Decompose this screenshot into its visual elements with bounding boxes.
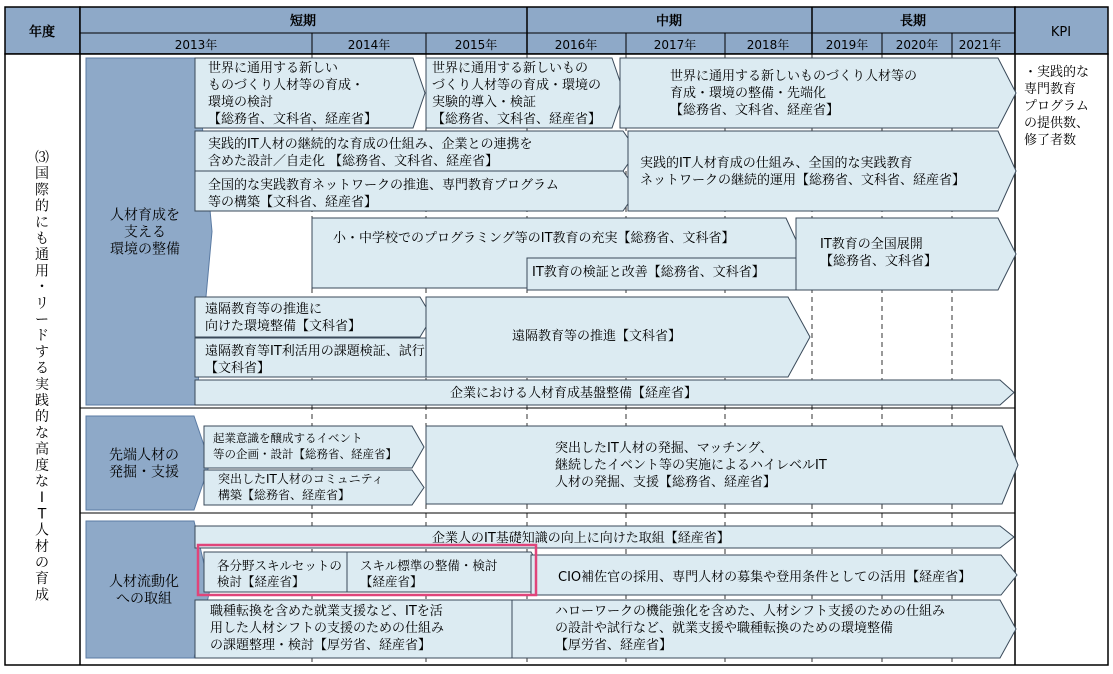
task-arrow-label: 遠隔教育等の推進に — [205, 302, 323, 317]
task-arrow-label: 世界に通用する新しい — [208, 61, 339, 76]
year-label: 2018年 — [746, 38, 790, 52]
row-title-char: も — [35, 231, 49, 247]
kpi-text: 専門教育 — [1024, 82, 1077, 97]
row-title-char: ⑶ — [35, 150, 49, 166]
row-title-char: な — [35, 425, 49, 442]
row-title-char: 成 — [35, 587, 49, 604]
row-title-char: る — [35, 360, 49, 377]
task-arrow-label: 突出したIT人材の発掘、マッチング、 — [555, 441, 773, 456]
row-title-char: リ — [35, 295, 49, 312]
task-arrow-label: CIO補佐官の採用、専門人材の募集や登用条件としての活用【経産省】 — [558, 570, 972, 585]
year-header: 年度 — [28, 25, 56, 40]
kpi-text: プログラム — [1024, 99, 1089, 114]
task-arrow-label: 実験的導入・検証 — [432, 95, 537, 110]
row-title-char: ド — [35, 328, 49, 345]
row-title-char: な — [35, 474, 49, 490]
task-arrow-label: 【総務省、文科省、経産省】 — [670, 103, 840, 118]
task-arrow-label: 企業人のIT基礎知識の向上に向けた取組【経産省】 — [432, 531, 730, 546]
task-arrow-label: 用した人材シフトの支援のための仕組み — [210, 621, 445, 636]
row-title-char: 際 — [35, 182, 49, 199]
task-arrow-label: 継続したイベント等の実施によるハイレベルIT — [555, 458, 827, 473]
period-label: 短期 — [289, 14, 317, 29]
task-arrow-label: 全国的な実践教育ネットワークの推進、専門教育プログラム — [208, 178, 559, 193]
task-arrow-label: 世界に通用する新しいものづくり人材等の — [670, 69, 918, 84]
task-arrow-label: 【経産省】 — [360, 574, 423, 589]
row-title-char: の — [35, 555, 49, 571]
task-arrow-label: 職種転換を含めた就業支援など、ITを活 — [210, 604, 443, 619]
category-label: 支える — [124, 224, 166, 241]
row-title-char: 育 — [35, 571, 49, 588]
category-label: への取組 — [116, 591, 172, 607]
task-arrow-label: スキル標準の整備・検討 — [360, 558, 498, 573]
task-arrow-label: 小・中学校でのプログラミング等のIT教育の充実【総務省、文科省】 — [333, 231, 735, 246]
task-arrow-label: 実践的IT人材の継続的な育成の仕組み、企業との連携を — [208, 137, 533, 152]
row-title-char: す — [35, 344, 49, 361]
task-arrow-label: づくり人材等の育成・環境の — [432, 78, 602, 93]
task-arrow-label: 各分野スキルセットの — [217, 558, 342, 573]
row-title-char: 材 — [35, 538, 49, 555]
task-arrow-label: 構築【総務省、経産省】 — [218, 488, 351, 502]
year-label: 2016年 — [554, 38, 598, 52]
category-label: 発掘・支援 — [109, 464, 179, 481]
kpi-text: の提供数、 — [1024, 116, 1090, 131]
row-title-char: ー — [35, 312, 49, 328]
task-arrow-label: 実践的IT人材育成の仕組み、全国的な実践教育 — [640, 156, 913, 171]
task-arrow-label: 含めた設計／自走化 【総務省、文科省、経産省】 — [208, 154, 499, 169]
task-arrow-label: の課題整理・検討【厚労省、経産省】 — [210, 638, 432, 653]
task-arrow-label: 等の構築【文科省、経産省】 — [208, 195, 378, 210]
task-arrow-label: ハローワークの機能強化を含めた、人材シフト支援のための仕組み — [555, 604, 946, 619]
task-arrow-label: 人材の発掘、支援【総務省、経産省】 — [555, 475, 777, 490]
task-arrow-label: 【総務省、文科省、経産省】 — [432, 112, 602, 127]
row-title-char: 高 — [35, 441, 49, 458]
task-arrow-label: 【文科省】 — [205, 361, 271, 376]
task-arrow-label: 【総務省、文科省】 — [820, 254, 938, 269]
category-label: 人材流動化 — [109, 574, 179, 590]
task-arrow-label: 環境の検討 — [208, 95, 274, 110]
task-arrow-label: 企業における人材育成基盤整備【経産省】 — [450, 386, 698, 401]
kpi-text: 修了者数 — [1024, 133, 1077, 148]
task-arrow-label: 向けた環境整備【文科省】 — [205, 319, 362, 334]
task-arrow-label: 起業意識を醸成するイベント — [213, 431, 363, 445]
year-label: 2021年 — [958, 38, 1002, 52]
task-arrow-label: 突出したIT人材のコミュニティ — [218, 472, 384, 486]
task-arrow-label: 【総務省、文科省、経産省】 — [208, 112, 378, 127]
row-title-char: 用 — [35, 263, 49, 280]
row-title-char: 的 — [35, 409, 49, 426]
row-title-char: 通 — [35, 247, 49, 264]
row-title-char: ・ — [35, 279, 49, 296]
category-label: 環境の整備 — [110, 241, 180, 258]
row-title-char: 践 — [35, 393, 49, 409]
row-title-char: 人 — [35, 522, 49, 539]
task-arrow-label: 遠隔教育等IT利活用の課題検証、試行 — [205, 344, 425, 359]
task-arrow-label: IT教育の全国展開 — [820, 237, 923, 252]
category-label: 先端人材の — [109, 447, 179, 464]
year-label: 2014年 — [347, 38, 391, 52]
year-label: 2019年 — [825, 38, 869, 52]
task-arrow-label: ネットワークの継続的運用【総務省、文科省、経産省】 — [640, 173, 966, 188]
row-title-char: に — [35, 214, 49, 231]
task-arrow-label: の設計や試行など、就業支援や職種転換のための環境整備 — [555, 621, 894, 636]
period-label: 長期 — [899, 14, 927, 29]
year-label: 2020年 — [895, 38, 939, 52]
task-arrow-label: 等の企画・設計【総務省、経産省】 — [213, 447, 397, 461]
task-arrow-label: 【厚労省、経産省】 — [555, 638, 673, 653]
category-label: 人材育成を — [110, 207, 180, 224]
task-arrow-label: IT教育の検証と改善【総務省、文科省】 — [532, 265, 765, 280]
row-title-char: I — [39, 490, 45, 507]
kpi-header: KPI — [1050, 25, 1072, 40]
row-title-char: 国 — [35, 166, 49, 183]
task-arrow-label: 検討【経産省】 — [217, 574, 305, 589]
kpi-text: ・実践的な — [1024, 65, 1090, 80]
task-arrow-label: 世界に通用する新しいもの — [432, 61, 589, 76]
year-label: 2013年 — [174, 38, 218, 52]
row-title-char: 度 — [35, 457, 49, 474]
year-label: 2017年 — [653, 38, 697, 52]
task-arrow — [628, 131, 1016, 211]
task-arrow-label: ものづくり人材等の育成・ — [208, 78, 365, 93]
year-label: 2015年 — [454, 38, 498, 52]
period-label: 中期 — [655, 14, 683, 29]
task-arrow-label: 遠隔教育等の推進【文科省】 — [512, 329, 682, 344]
task-arrow-label: 育成・環境の整備・先端化 — [670, 86, 827, 101]
row-title-char: T — [37, 506, 47, 523]
row-title-char: 的 — [35, 198, 49, 215]
row-title-char: 実 — [35, 376, 49, 393]
